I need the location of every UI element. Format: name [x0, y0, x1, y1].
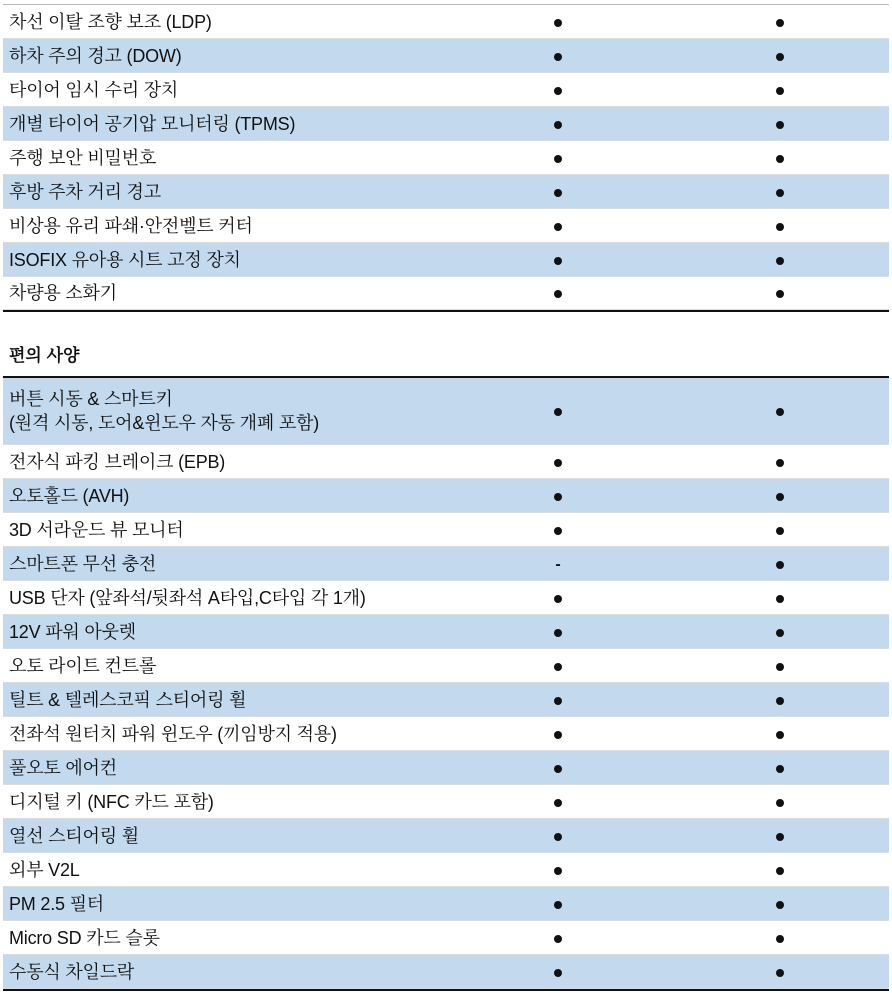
not-available-mark: - [555, 555, 561, 573]
feature-label [9, 249, 241, 271]
trim-2-cell [760, 894, 800, 914]
standard-dot-icon [776, 155, 784, 163]
trim-1-cell [538, 656, 578, 676]
standard-dot-icon [554, 257, 562, 265]
feature-label [9, 689, 246, 711]
standard-dot-icon [554, 697, 562, 705]
standard-dot-icon [776, 493, 784, 501]
standard-dot-icon [554, 121, 562, 129]
standard-dot-icon [776, 765, 784, 773]
trim-2-cell [760, 690, 800, 710]
trim-2-cell [760, 148, 800, 168]
trim-1-cell [538, 46, 578, 66]
table-row [3, 209, 889, 243]
table-row [3, 649, 889, 683]
trim-1-cell [538, 114, 578, 134]
trim-1-cell [538, 283, 578, 303]
feature-label [9, 621, 136, 643]
standard-dot-icon [776, 799, 784, 807]
trim-2-cell [760, 622, 800, 642]
feature-label-line: Micro SD 카드 슬롯 [9, 927, 160, 948]
safety-rows [3, 5, 889, 310]
feature-label-line: 비상용 유리 파쇄·안전벨트 커터 [9, 215, 253, 236]
trim-2-cell [760, 250, 800, 270]
trim-1-cell [538, 894, 578, 914]
standard-dot-icon [776, 697, 784, 705]
table-row [3, 141, 889, 175]
standard-dot-icon [554, 799, 562, 807]
standard-dot-icon [776, 595, 784, 603]
feature-label-line: 틸트 & 텔레스코픽 스티어링 휠 [9, 689, 247, 710]
standard-dot-icon [554, 493, 562, 501]
table-row [3, 378, 889, 445]
standard-dot-icon [776, 459, 784, 467]
trim-2-cell [760, 114, 800, 134]
feature-label [9, 451, 225, 473]
trim-1-cell [538, 724, 578, 744]
standard-dot-icon [554, 969, 562, 977]
feature-label-line: ISOFIX 유아용 시트 고정 장치 [9, 249, 241, 270]
feature-label-line: 12V 파워 아웃렛 [9, 621, 136, 642]
feature-label [9, 147, 156, 169]
section-title: 편의 사양 [9, 346, 80, 365]
feature-label-line: 타이어 임시 수리 장치 [9, 79, 179, 100]
trim-1-cell [538, 12, 578, 32]
table-row [3, 39, 889, 73]
trim-2-cell [760, 46, 800, 66]
feature-label [9, 825, 139, 847]
table-row [3, 277, 889, 310]
standard-dot-icon [554, 867, 562, 875]
standard-dot-icon [554, 731, 562, 739]
table-row [3, 547, 889, 581]
standard-dot-icon [776, 867, 784, 875]
table-row [3, 819, 889, 853]
trim-1-cell [538, 928, 578, 948]
convenience-rows [3, 378, 889, 991]
feature-label-line: 오토 라이트 컨트롤 [9, 655, 157, 676]
trim-2-cell [760, 724, 800, 744]
standard-dot-icon [554, 629, 562, 637]
trim-1-cell [538, 182, 578, 202]
feature-label-line: 수동식 차일드락 [9, 961, 135, 982]
trim-2-cell [760, 520, 800, 540]
table-row [3, 785, 889, 819]
feature-label [9, 45, 182, 67]
feature-label-line: (원격 시동, 도어&윈도우 자동 개폐 포함) [9, 413, 320, 433]
trim-2-cell [760, 860, 800, 880]
feature-label [9, 961, 134, 983]
trim-2-cell [760, 554, 800, 574]
standard-dot-icon [776, 935, 784, 943]
standard-dot-icon [776, 561, 784, 569]
feature-label-line: 열선 스티어링 휠 [9, 825, 139, 846]
feature-label-line: 오토홀드 (AVH) [9, 485, 130, 506]
standard-dot-icon [554, 765, 562, 773]
feature-label [9, 79, 178, 101]
table-row [3, 243, 889, 277]
standard-dot-icon [776, 527, 784, 535]
standard-dot-icon [554, 901, 562, 909]
feature-label [9, 519, 184, 541]
trim-2-cell [760, 656, 800, 676]
trim-1-cell [538, 216, 578, 236]
trim-1-cell [538, 622, 578, 642]
feature-label [9, 113, 295, 135]
standard-dot-icon [554, 935, 562, 943]
trim-1-cell [538, 148, 578, 168]
standard-dot-icon [776, 121, 784, 129]
trim-1-cell [538, 792, 578, 812]
spec-table [3, 4, 889, 991]
trim-1-cell [538, 860, 578, 880]
feature-label [9, 927, 160, 949]
table-row [3, 717, 889, 751]
standard-dot-icon [776, 408, 784, 416]
trim-2-cell [760, 962, 800, 982]
table-row [3, 751, 889, 785]
feature-label-line: 스마트폰 무선 충전 [9, 553, 157, 574]
standard-dot-icon [776, 189, 784, 197]
standard-dot-icon [776, 833, 784, 841]
trim-2-cell [760, 758, 800, 778]
trim-2-cell [760, 182, 800, 202]
trim-1-cell [538, 486, 578, 506]
table-row [3, 921, 889, 955]
feature-label [9, 655, 156, 677]
standard-dot-icon [776, 87, 784, 95]
standard-dot-icon [776, 53, 784, 61]
trim-2-cell [760, 588, 800, 608]
feature-label-line: 외부 V2L [9, 859, 80, 880]
trim-1-cell [538, 250, 578, 270]
feature-label [9, 553, 156, 575]
trim-1-cell [538, 826, 578, 846]
table-row [3, 513, 889, 547]
standard-dot-icon [776, 19, 784, 27]
trim-1-cell [538, 758, 578, 778]
table-row [3, 175, 889, 209]
feature-label [9, 587, 366, 609]
trim-2-cell [760, 401, 800, 421]
standard-dot-icon [554, 833, 562, 841]
standard-dot-icon [554, 155, 562, 163]
feature-label-line: 주행 보안 비밀번호 [9, 147, 157, 168]
feature-label [9, 723, 337, 745]
standard-dot-icon [776, 290, 784, 298]
trim-2-cell [760, 928, 800, 948]
feature-label-line: 하차 주의 경고 (DOW) [9, 45, 182, 66]
trim-1-cell [538, 452, 578, 472]
feature-label-line: USB 단자 (앞좌석/뒷좌석 A타입,C타입 각 1개) [9, 587, 366, 608]
feature-label [9, 485, 129, 507]
feature-label-line: 차량용 소화기 [9, 283, 117, 303]
trim-1-cell [538, 588, 578, 608]
trim-2-cell [760, 486, 800, 506]
table-row [3, 5, 889, 39]
feature-label [9, 757, 117, 779]
feature-label-line: 개별 타이어 공기압 모니터링 (TPMS) [9, 113, 296, 134]
feature-label [9, 215, 253, 237]
standard-dot-icon [554, 290, 562, 298]
feature-label-line: 버튼 시동 & 스마트키 [9, 389, 173, 409]
trim-2-cell [760, 216, 800, 236]
standard-dot-icon [776, 223, 784, 231]
feature-label [9, 893, 104, 915]
standard-dot-icon [554, 53, 562, 61]
feature-label-line: 풀오토 에어컨 [9, 757, 117, 778]
trim-1-cell [538, 80, 578, 100]
feature-label [9, 282, 117, 304]
standard-dot-icon [554, 19, 562, 27]
trim-1-cell [538, 554, 578, 574]
trim-2-cell [760, 792, 800, 812]
feature-label [9, 387, 319, 435]
trim-2-cell [760, 826, 800, 846]
feature-label [9, 181, 161, 203]
feature-label-line: 전자식 파킹 브레이크 (EPB) [9, 451, 226, 472]
trim-2-cell [760, 452, 800, 472]
table-row [3, 107, 889, 141]
standard-dot-icon [776, 901, 784, 909]
standard-dot-icon [776, 731, 784, 739]
standard-dot-icon [776, 629, 784, 637]
table-row [3, 479, 889, 513]
standard-dot-icon [554, 595, 562, 603]
standard-dot-icon [554, 87, 562, 95]
trim-1-cell [538, 401, 578, 421]
table-row [3, 615, 889, 649]
feature-label-line: PM 2.5 필터 [9, 893, 105, 914]
standard-dot-icon [554, 459, 562, 467]
standard-dot-icon [554, 663, 562, 671]
trim-1-cell [538, 690, 578, 710]
standard-dot-icon [554, 189, 562, 197]
table-row [3, 581, 889, 615]
table-row [3, 853, 889, 887]
standard-dot-icon [554, 527, 562, 535]
standard-dot-icon [776, 663, 784, 671]
standard-dot-icon [776, 969, 784, 977]
table-row [3, 887, 889, 921]
feature-label [9, 859, 80, 881]
table-row [3, 955, 889, 989]
table-row [3, 445, 889, 479]
feature-label [9, 11, 212, 33]
feature-label-line: 후방 주차 거리 경고 [9, 181, 161, 202]
feature-label-line: 전좌석 원터치 파워 윈도우 (끼임방지 적용) [9, 723, 337, 744]
table-row [3, 73, 889, 107]
standard-dot-icon [776, 257, 784, 265]
feature-label [9, 791, 214, 813]
feature-label-line: 차선 이탈 조향 보조 (LDP) [9, 11, 212, 32]
trim-2-cell [760, 283, 800, 303]
section-header-convenience [3, 310, 889, 378]
standard-dot-icon [554, 408, 562, 416]
trim-2-cell [760, 80, 800, 100]
trim-2-cell [760, 12, 800, 32]
trim-1-cell [538, 962, 578, 982]
table-row [3, 683, 889, 717]
feature-label-line: 3D 서라운드 뷰 모니터 [9, 519, 184, 540]
standard-dot-icon [554, 223, 562, 231]
feature-label-line: 디지털 키 (NFC 카드 포함) [9, 791, 214, 812]
trim-1-cell [538, 520, 578, 540]
